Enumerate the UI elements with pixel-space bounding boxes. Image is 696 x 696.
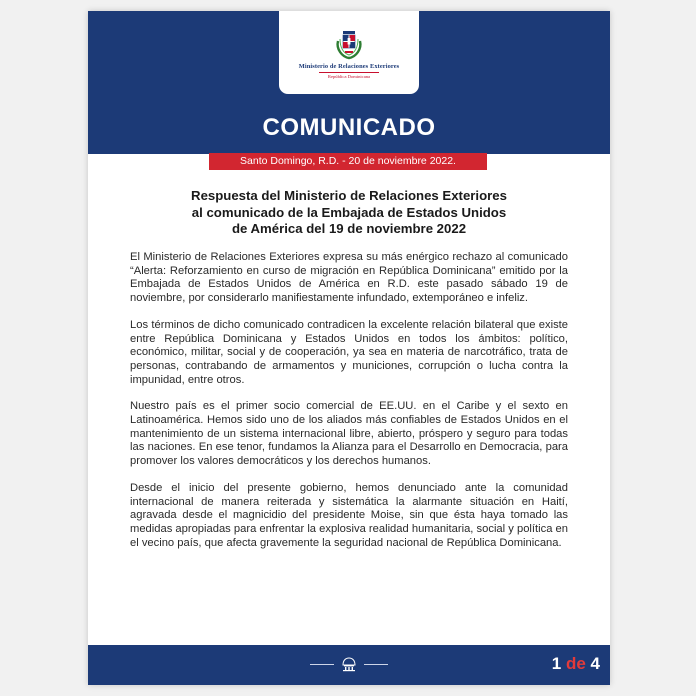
document-heading (128, 188, 570, 238)
date-badge: Santo Domingo, R.D. - 20 de noviembre 2022. (209, 153, 487, 170)
page-separator: de (565, 654, 586, 673)
header-band (88, 11, 610, 154)
body-paragraph: Nuestro país es el primer socio comercial de EE.UU. en el Caribe y el sexto en Latinoamérica. Hemos sido uno de los aliados más confiables de Estados Unidos en el mantenimiento de un sistema internacional libre, abierto, próspero y seguro para todas las naciones. En ese tenor, fundamos la Alianza para el Desarrollo en Democracia, para promover los valores democráticos y los derechos humanos. (130, 400, 568, 468)
body-paragraph: Desde el inicio del presente gobierno, hemos denunciado ante la comunidad internacional de manera reiterada y sistemática la alarmante situación en Haití, agravada desde el magnicidio del presidente Moise, sin que ésta haya tomado las medidas apropiadas para enfrentar la explosiva realidad humanitaria, social y política en el vecino país, que afecta gravemente la seguridad nacional de República Dominicana. (130, 481, 568, 549)
page-title: COMUNICADO (262, 114, 436, 141)
country-name: República Dominicana (327, 74, 371, 79)
heading-line: de América del 19 de noviembre 2022 (231, 221, 467, 236)
page-total: 4 (590, 654, 600, 673)
heading-line: Respuesta del Ministerio de Relaciones Exteriores (191, 188, 507, 203)
footer-divider-right (364, 664, 388, 665)
page-indicator (552, 654, 600, 674)
body-paragraph: Los términos de dicho comunicado contradicen la excelente relación bilateral que existe entre República Dominicana y Estados Unidos en todos los ámbitos: político, económico, militar, social y de cooperación, ya sea en materia de narcotráfico, trata de personas, contrabando de armamentos y municiones, corrupción o lucha contra la impunidad, entre otros. (130, 318, 568, 386)
page-current: 1 (551, 654, 562, 673)
organization-name: Ministerio de Relaciones Exteriores (298, 63, 400, 70)
heading-line: al comunicado de la Embajada de Estados Unidos (191, 204, 507, 220)
coat-of-arms-icon (334, 27, 364, 60)
seal-icon (341, 656, 357, 672)
body-paragraph: El Ministerio de Relaciones Exteriores expresa su más enérgico rechazo al comunicado “Alerta: Reforzamiento en curso de migración en República Dominicana” emitido por la Embajada de Estados Unidos de América en R.D. este pasado sábado 19 de noviembre, por considerarlo manifiestamente infundado, extemporáneo e infeliz. (130, 251, 568, 305)
footer-divider-left (310, 664, 334, 665)
ministry-logo (279, 11, 419, 94)
footer-band (88, 645, 610, 685)
document-body (130, 251, 568, 563)
communique-page (88, 11, 610, 685)
organization-divider (319, 72, 379, 73)
